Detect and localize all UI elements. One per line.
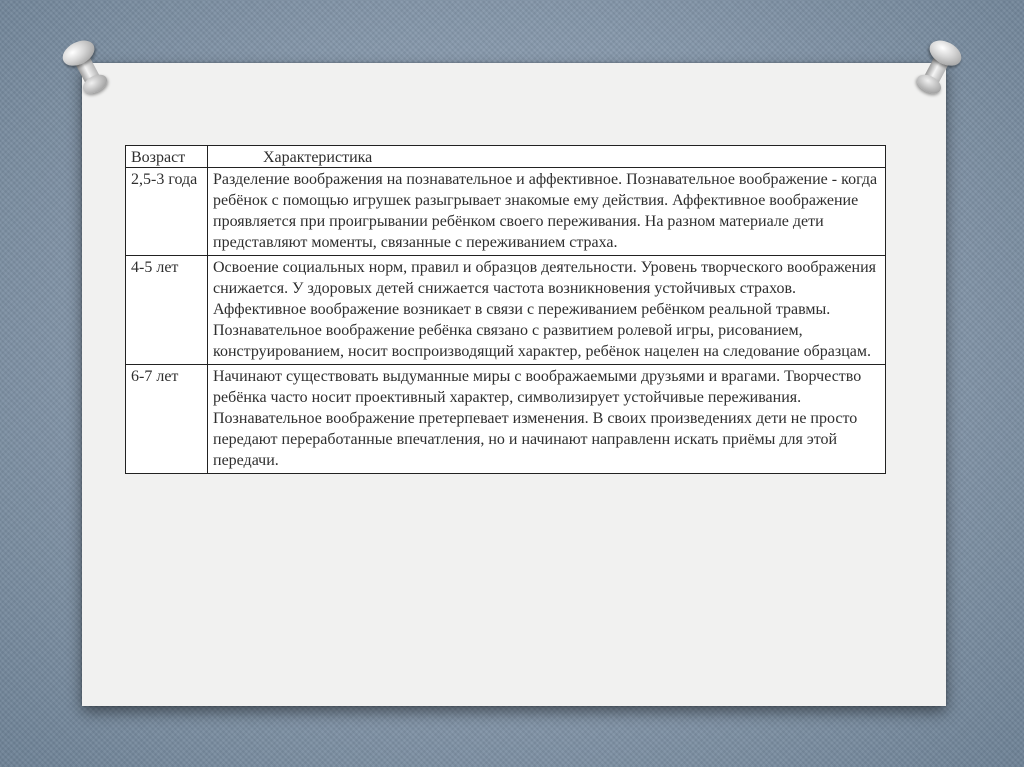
table-row	[126, 365, 886, 474]
row-characteristic: Начинают существовать выдуманные миры с воображаемыми друзьями и врагами. Творчество ребёнка часто носит проективный характер, символизирует устойчивые переживания. Познавательное воображение претерпевает изменения. В своих произведениях дети не просто передают переработанные впечатления, но и начинают направленн искать приёмы для этой передачи.	[208, 365, 886, 474]
row-age: 2,5-3 года	[126, 168, 208, 256]
age-characteristics-table	[125, 145, 886, 474]
table-row	[126, 256, 886, 365]
header-age: Возраст	[126, 146, 208, 168]
header-characteristic: Характеристика	[208, 146, 886, 168]
row-characteristic: Освоение социальных норм, правил и образцов деятельности. Уровень творческого воображения снижается. У здоровых детей снижается частота возникновения устойчивых страхов. Аффективное воображение возникает в связи с переживанием ребёнком реальной травмы. Познавательное воображение ребёнка связано с развитием ролевой игры, рисованием, конструированием, носит воспроизводящий характер, ребёнок нацелен на следование образцам.	[208, 256, 886, 365]
table-row	[126, 168, 886, 256]
row-age: 6-7 лет	[126, 365, 208, 474]
table-header-row	[126, 146, 886, 168]
row-age: 4-5 лет	[126, 256, 208, 365]
row-characteristic: Разделение воображения на познавательное и аффективное. Познавательное воображение - когда ребёнок с помощью игрушек разыгрывает знакомые ему действия. Аффективное воображение проявляется при проигрывании ребёнком своего переживания. На разном материале дети представляют моменты, связанные с переживанием страха.	[208, 168, 886, 256]
